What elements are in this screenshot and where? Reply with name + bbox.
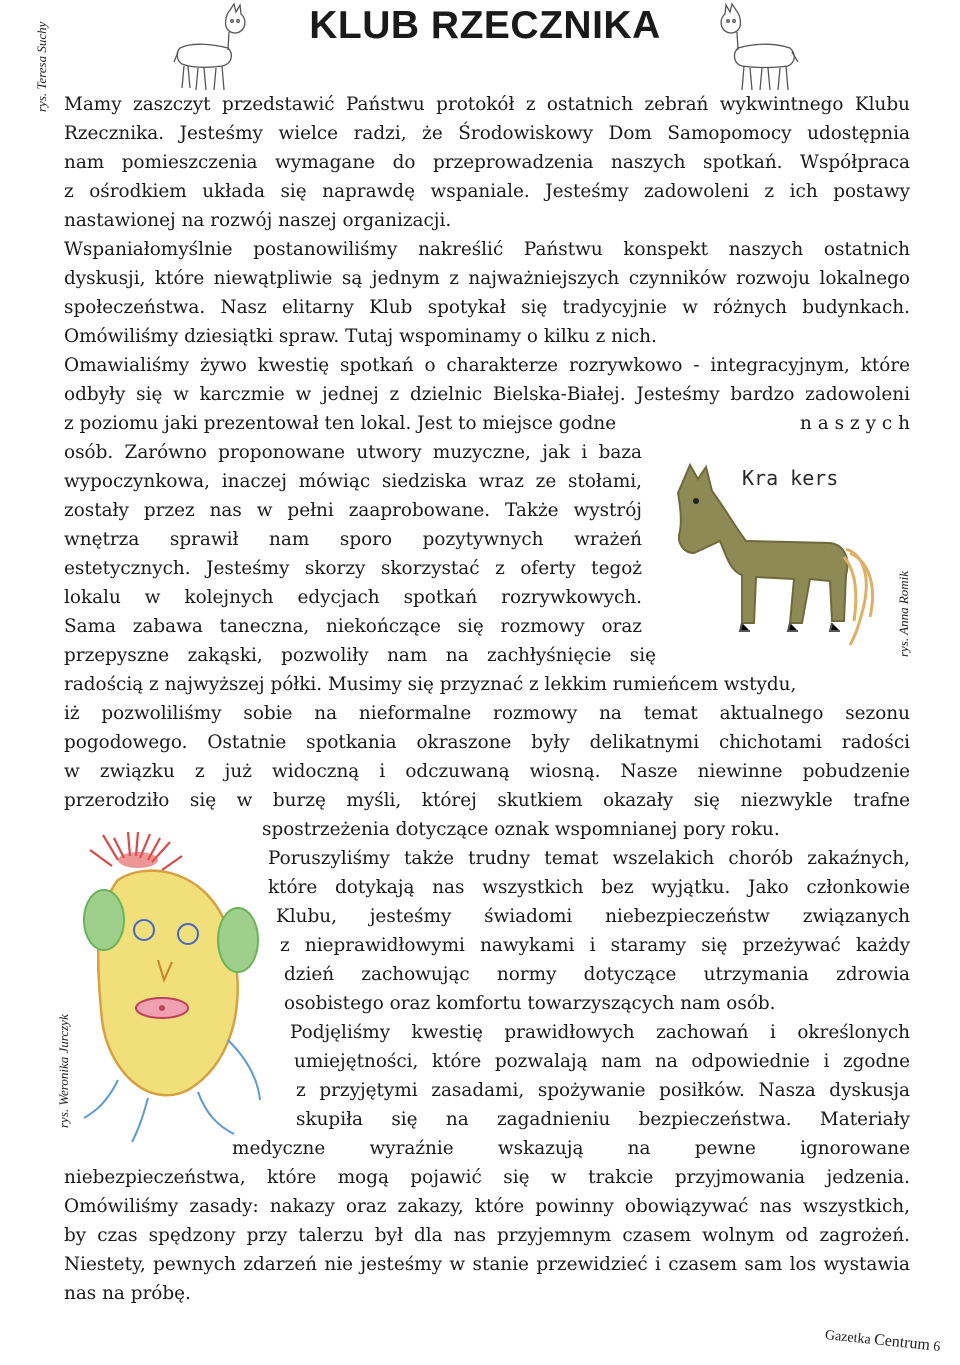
text-line: Rzecznika. Jesteśmy wielce radzi, że Środowiskowy Dom Samopomocy udostępnia — [64, 123, 910, 144]
footer-page-label — [824, 1326, 941, 1356]
potato-figure-drawing — [78, 830, 268, 1150]
text-line: w związku z już widoczną i odczuwaną wiosną. Nasze niewinne pobudzenie — [64, 761, 910, 782]
text-line: nas na próbę. — [64, 1283, 191, 1304]
page-title: KLUB RZECZNIKA — [309, 4, 661, 47]
text-line: z poziomu jaki prezentował ten lokal. Jest to miejsce godne — [64, 413, 617, 434]
text-line: które dotykają nas wszystkich bez wyjątku. Jako członkowie — [268, 877, 910, 898]
text-line: iż pozwoliliśmy sobie na nieformalne rozmowy na temat aktualnego sezonu — [64, 703, 910, 724]
text-line: dyskusji, które niewątpliwie są jednym z najważniejszych czynników rozwoju lokalnego — [64, 268, 910, 289]
text-line: z nieprawidłowymi nawykami i staramy się przeżywać każdy — [280, 935, 910, 956]
footer-name: Centrum — [873, 1331, 931, 1354]
footer-prefix: Gazetka — [824, 1327, 872, 1348]
text-line: Omówiliśmy zasady: nakazy oraz zakazy, które powinny obowiązywać nas wszystkich, — [64, 1196, 910, 1217]
text-line: przerodziło się w burzę myśli, której skutkiem okazały się niezwykle trafne — [64, 790, 910, 811]
text-line: pogodowego. Ostatnie spotkania okraszone były delikatnymi chichotami radości — [64, 732, 910, 753]
horse-label: Kra kers — [742, 466, 839, 490]
text-line: Poruszyliśmy także trudny temat wszelakich chorób zakaźnych, — [268, 848, 910, 869]
text-line: Klubu, jesteśmy świadomi niebezpieczeństw związanych — [276, 906, 910, 927]
text-line: zostały przez nas w pełni zaaprobowane. Także wystrój — [64, 500, 642, 521]
text-line: wypoczynkowa, inaczej mówiąc siedziska wraz ze stołami, — [64, 471, 642, 492]
text-line: Omówiliśmy dziesiątki spraw. Tutaj wspominamy o kilku z nich. — [64, 326, 657, 347]
credit-figure: rys. Weronika Jurczyk — [56, 1014, 71, 1128]
text-line: umiejętności, które pozwalają nam na odpowiednie i zgodne — [294, 1051, 910, 1072]
text-line: estetycznych. Jesteśmy skorzy skorzystać z oferty tegoż — [64, 558, 642, 579]
text-line: odbyły się w karczmie w jednej z dzielnic Bielska-Białej. Jesteśmy bardzo zadowoleni — [64, 384, 910, 405]
horse-drawing — [650, 445, 890, 670]
text-line: Omawialiśmy żywo kwestię spotkań o charakterze rozrywkowo - integracyjnym, które — [64, 355, 910, 376]
text-line: z przyjętymi zasadami, spożywanie posiłków. Nasza dyskusja — [296, 1080, 910, 1101]
text-line: skupiła się na zagadnieniu bezpieczeństwa. Materiały — [296, 1109, 910, 1130]
text-line: by czas spędzony przy talerzu był dla nas przyjemnym czasem wolnym od zagrożeń. — [64, 1225, 910, 1246]
text-line: społeczeństwa. Nasz elitarny Klub spotykał się tradycyjnie w różnych budynkach. — [64, 297, 910, 318]
text-line: osobistego oraz komfortu towarzyszących nam osób. — [284, 993, 776, 1014]
text-line: przepyszne zakąski, pozwoliły nam na zachłyśnięcie się — [64, 645, 656, 666]
text-line: medyczne wyraźnie wskazują na pewne ignorowane — [232, 1138, 910, 1159]
text-line: Podjęliśmy kwestię prawidłowych zachowań i określonych — [290, 1022, 910, 1043]
text-line: dzień zachowując normy dotyczące utrzymania zdrowia — [284, 964, 910, 985]
text-line: n a s z y c h — [800, 413, 910, 434]
text-line: nastawionej na rozwój naszej organizacji. — [64, 210, 452, 231]
llama-drawing-right — [712, 2, 807, 97]
credit-horse: rys. Anna Romik — [896, 570, 911, 657]
text-line: osób. Zarówno proponowane utwory muzyczne, jak i baza — [64, 442, 642, 463]
text-line: Wspaniałomyślnie postanowiliśmy nakreślić Państwu konspekt naszych ostatnich — [64, 239, 910, 260]
text-line: radością z najwyższej półki. Musimy się przyznać z lekkim rumieńcem wstydu, — [64, 674, 797, 695]
footer-page-number: 6 — [932, 1339, 942, 1356]
text-line: niebezpieczeństwa, które mogą pojawić się w trakcie przyjmowania jedzenia. — [64, 1167, 910, 1188]
text-line: Mamy zaszczyt przedstawić Państwu protokół z ostatnich zebrań wykwintnego Klubu — [64, 94, 910, 115]
text-line: nam pomieszczenia wymagane do przeprowadzenia naszych spotkań. Współpraca — [64, 152, 910, 173]
llama-drawing-left — [172, 2, 267, 97]
text-line: Sama zabawa taneczna, niekończące się rozmowy oraz — [64, 616, 642, 637]
text-line: z ośrodkiem układa się naprawdę wspaniale. Jesteśmy zadowoleni z ich postawy — [64, 181, 910, 202]
text-line: wnętrza sprawił nam sporo pozytywnych wrażeń — [64, 529, 642, 550]
text-line: spostrzeżenia dotyczące oznak wspomnianej pory roku. — [262, 819, 780, 840]
text-line: lokalu w kolejnych edycjach spotkań rozrywkowych. — [64, 587, 642, 608]
credit-top-left: rys. Teresa Suchy — [34, 21, 49, 112]
text-line: Niestety, pewnych zdarzeń nie jesteśmy w stanie przewidzieć i czasem sam los wystawia — [64, 1254, 910, 1275]
